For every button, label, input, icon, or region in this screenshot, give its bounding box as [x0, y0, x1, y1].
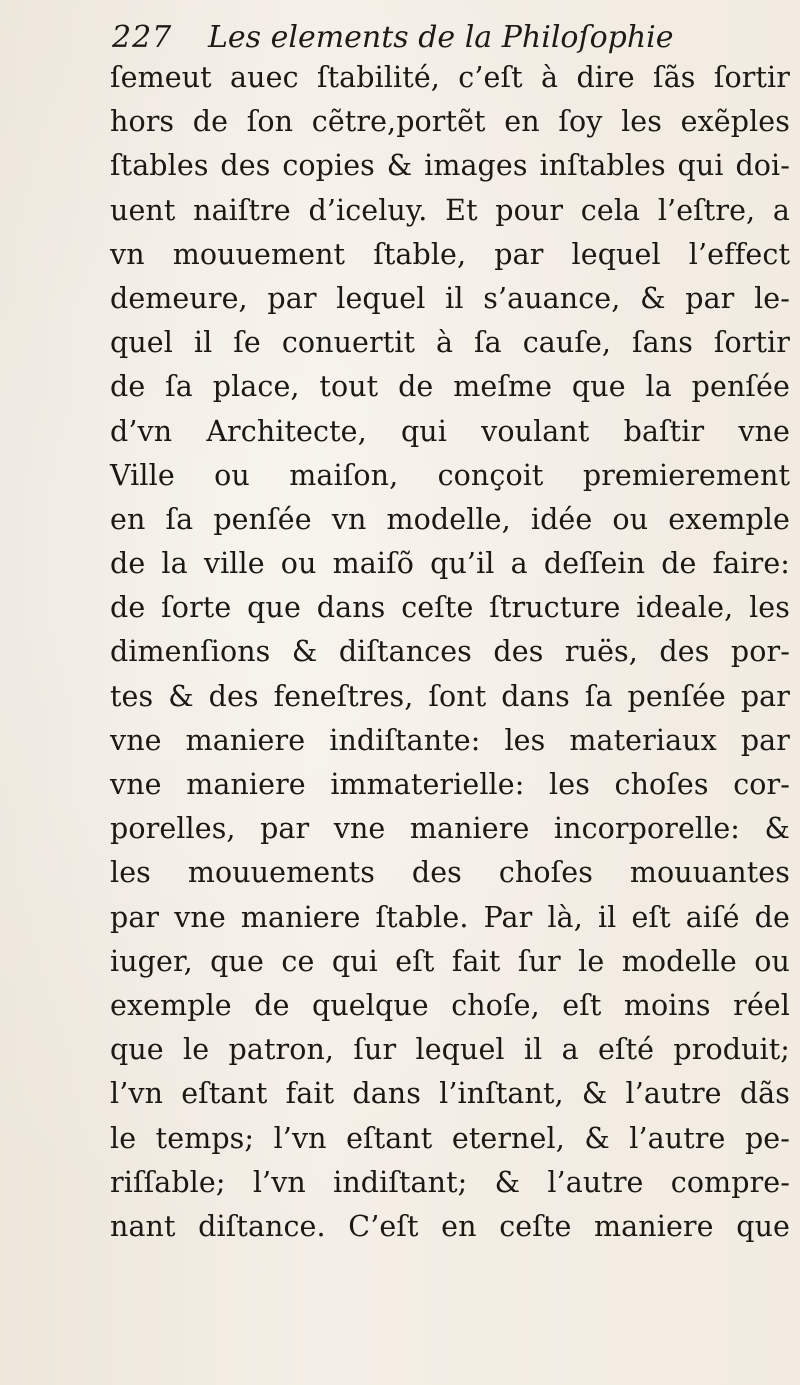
text-line: le temps; l’vn eſtant eternel, & l’autre pe- — [110, 1121, 790, 1155]
text-line: de la ville ou maiſõ qu’il a deſſein de faire: — [110, 547, 790, 581]
text-line: tes & des feneſtres, ſont dans ſa penſée par — [110, 679, 790, 713]
text-line: l’vn eſtant fait dans l’inſtant, & l’autre dãs — [110, 1077, 790, 1111]
text-line: de ſorte que dans ceſte ſtructure ideale, les — [110, 591, 790, 625]
text-line: demeure, par lequel il s’auance, & par le- — [110, 281, 790, 315]
text-line: hors de ſon cẽtre,portẽt en ſoy les exẽples — [110, 105, 790, 139]
body-text — [110, 56, 790, 1249]
text-line: en ſa penſée vn modelle, idée ou exemple — [110, 502, 790, 536]
text-line: que le patron, ſur lequel il a eſté produit; — [110, 1033, 790, 1067]
text-line: exemple de quelque choſe, eſt moins réel — [110, 988, 790, 1022]
text-line: riſſable; l’vn indiſtant; & l’autre compre- — [110, 1165, 790, 1199]
text-line: de ſa place, tout de meſme que la penſée — [110, 370, 790, 404]
text-line: vne maniere immaterielle: les choſes cor- — [110, 768, 790, 801]
text-line: vn mouuement ſtable, par lequel l’effect — [110, 237, 790, 271]
text-line: ſemeut auec ſtabilité, c’eſt à dire ſãs ſortir — [110, 61, 790, 94]
text-line: dimenſions & diſtances des ruës, des por- — [110, 635, 790, 669]
page-number: 227 — [112, 20, 173, 55]
text-line: vne maniere indiſtante: les materiaux par — [110, 723, 790, 757]
text-line: quel il ſe conuertit à ſa cauſe, ſans ſortir — [110, 326, 790, 360]
text-line: d’vn Architecte, qui voulant baſtir vne — [110, 414, 790, 448]
text-line: Ville ou maiſon, conçoit premierement — [110, 458, 790, 492]
text-line: iuger, que ce qui eſt fait ſur le modelle ou — [110, 944, 790, 978]
text-line: les mouuements des choſes mouuantes — [110, 856, 790, 890]
text-line: porelles, par vne maniere incorporelle: & — [110, 812, 790, 846]
text-line: uent naiſtre d’iceluy. Et pour cela l’eſtre, a — [110, 193, 790, 227]
running-title: Les elements de la Philoſophie — [208, 20, 674, 55]
text-line: par vne maniere ſtable. Par là, il eſt aiſé de — [110, 900, 790, 934]
text-line: nant diſtance. C’eſt en ceſte maniere que — [110, 1209, 790, 1243]
text-line: ſtables des copies & images inſtables qui doi- — [110, 149, 790, 183]
